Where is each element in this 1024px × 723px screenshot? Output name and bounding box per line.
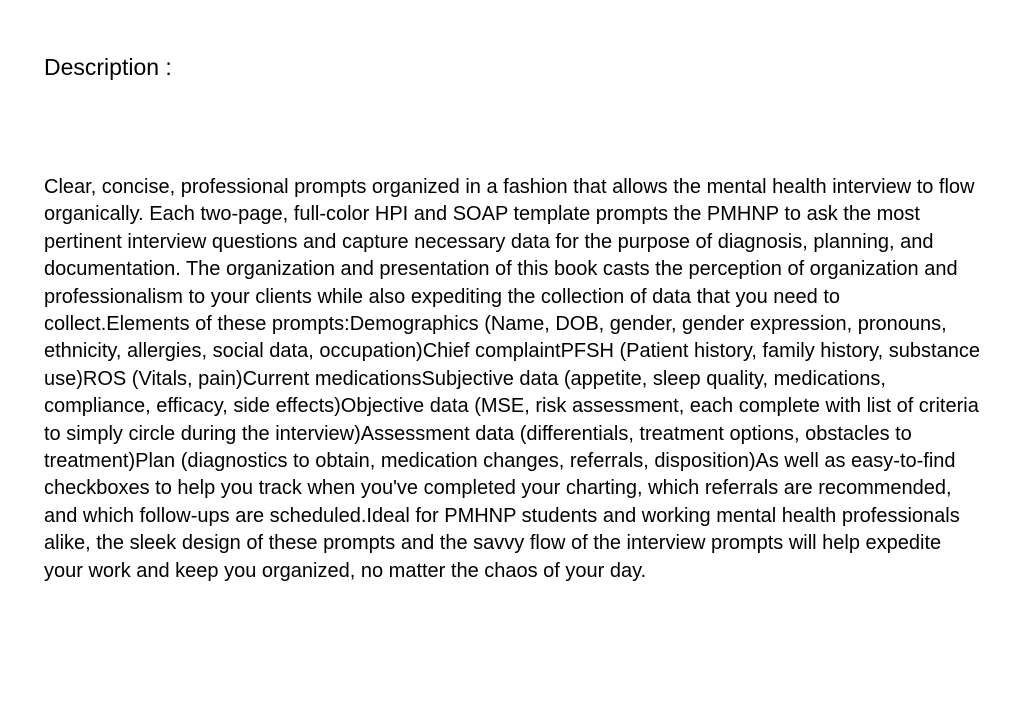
- description-body: Clear, concise, professional prompts organized in a fashion that allows the mental health interview to flow organically. Each two-page, full-color HPI and SOAP template prompts the PMHNP to ask the most pertinent interview questions and capture necessary data for the purpose of diagnosis, planning, and documentation. The organization and presentation of this book casts the perception of organization and professionalism to your clients while also expediting the collection of data that you need to collect.Elements of these prompts:Demographics (Name, DOB, gender, gender expression, pronouns, ethnicity, allergies, social data, occupation)Chief complaintPFSH (Patient history, family history, substance use)ROS (Vitals, pain)Current medicationsSubjective data (appetite, sleep quality, medications, compliance, efficacy, side effects)Objective data (MSE, risk assessment, each complete with list of criteria to simply circle during the interview)Assessment data (differentials, treatment options, obstacles to treatment)Plan (diagnostics to obtain, medication changes, referrals, disposition)As well as easy-to-find checkboxes to help you track when you've completed your charting, which referrals are recommended, and which follow-ups are scheduled.Ideal for PMHNP students and working mental health professionals alike, the sleek design of these prompts and the savvy flow of the interview prompts will help expedite your work and keep you organized, no matter the chaos of your day.: [44, 176, 980, 582]
- description-heading: Description :: [44, 54, 172, 80]
